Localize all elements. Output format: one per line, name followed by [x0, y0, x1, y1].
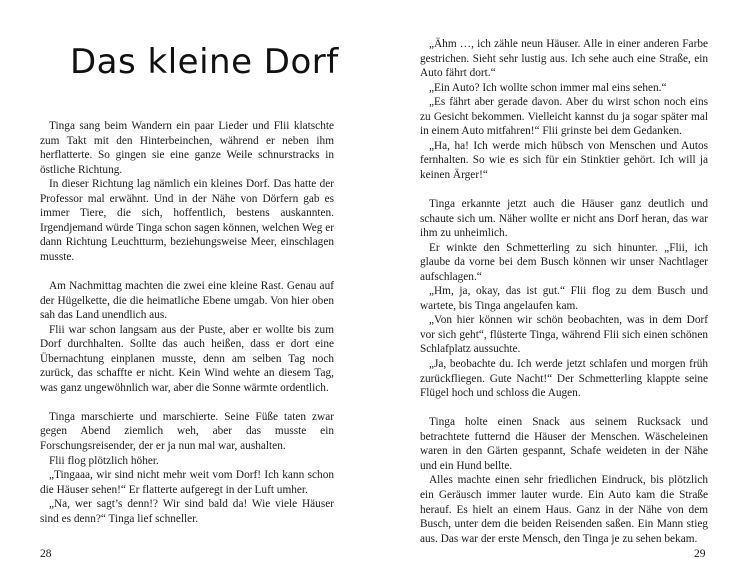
chapter-title: Das kleine Dorf	[70, 42, 339, 82]
paragraph: „Na, wer sagt’s denn!? Wir sind bald da! Wie viele Häuser sind es denn?“ Tinga lief schneller.	[40, 498, 334, 525]
paragraph: Am Nachmittag machten die zwei eine kleine Rast. Genau auf der Hügelkette, die die heimatliche Ebene umgab. Von hier oben sah das Land unendlich aus.	[40, 280, 334, 322]
paragraph: „Es fährt aber gerade davon. Aber du wirst schon noch eins zu Gesicht bekommen. Vielleicht kannst du ja sogar später mal in einem Auto mitfahren!“ Flii grinste bei dem Gedanken.	[420, 96, 708, 138]
paragraph: „Hm, ja, okay, das ist gut.“ Flii flog zu dem Busch und wartete, bis Tinga angelaufen kam.	[420, 285, 708, 312]
left-page-text	[40, 119, 334, 526]
paragraph: Er winkte den Schmetterling zu sich hinunter. „Flii, ich glaube da vorne bei dem Busch können wir unser Nachtlager aufschlagen.“	[420, 241, 708, 283]
paragraph: „Ja, beobachte du. Ich werde jetzt schlafen und morgen früh zurückfliegen. Gute Nacht!“ Der Schmetterling klappte seine Flügel hoch und schloss die Augen.	[420, 358, 708, 400]
right-page	[375, 0, 750, 583]
paragraph: „Tingaaa, wir sind nicht mehr weit vom Dorf! Ich kann schon die Häuser sehen!“ Er flatterte aufgeregt in der Luft umher.	[40, 469, 334, 496]
paragraph: „Ein Auto? Ich wollte schon immer mal eins sehen.“	[429, 81, 667, 94]
paragraph: „Ähm …, ich zähle neun Häuser. Alle in einer anderen Farbe gestrichen. Sieht sehr lustig aus. Ich sehe auch eine Straße, ein Auto fährt dort.“	[420, 38, 708, 80]
paragraph: In dieser Richtung lag nämlich ein kleines Dorf. Das hatte der Professor mal erwähnt. Und in der Nähe von Dörfern gab es immer Tiere, die sich, hoffentlich, bestens auskannten. Irgendjemand würde Tinga schon sagen können, welchen Weg er dann Richtung Leuchtturm, beziehungsweise Meer, einschlagen musste.	[40, 178, 334, 263]
paragraph: Flii flog plötzlich höher.	[49, 454, 159, 467]
paragraph: Tinga marschierte und marschierte. Seine Füße taten zwar gegen Abend ziemlich weh, aber das musste ein Forschungsreisender, der er ja nun mal war, aushalten.	[40, 410, 334, 453]
paragraph: Tinga sang beim Wandern ein paar Lieder und Flii klatschte zum Takt mit den Hinterbeinchen, während er neben ihm herflatterte. So gingen sie eine ganze Weile schnurstracks in östliche Richtung.	[40, 120, 334, 176]
paragraph: Tinga holte einen Snack aus seinem Rucksack und betrachtete futternd die Häuser der Menschen. Wäscheleinen waren in den Gärten gespannt, Schafe weideten in der Nähe und ein Hund bellte.	[420, 416, 708, 472]
right-page-text	[420, 37, 708, 546]
page-number: 29	[694, 548, 706, 560]
paragraph: Alles machte einen sehr friedlichen Eindruck, bis plötzlich ein Geräusch immer lauter wurde. Ein Auto kam die Straße herauf. Es hielt an einem Haus. Ganz in der Nähe von dem Busch, unter dem die beiden Reisenden saßen. Ein Mann stieg aus. Das war der erste Mensch, den Tinga je zu sehen bekam.	[420, 474, 708, 545]
paragraph: „Von hier können wir schön beobachten, was in dem Dorf vor sich geht“, flüsterte Tinga, während Flii sich einen schönen Schlafplatz aussuchte.	[420, 314, 708, 356]
paragraph: Tinga erkannte jetzt auch die Häuser ganz deutlich und schaute sich um. Näher wollte er nicht ans Dorf heran, das war ihm zu unheimlich.	[420, 198, 708, 240]
page-number: 28	[40, 548, 52, 560]
paragraph: „Ha, ha! Ich werde mich hübsch von Menschen und Autos fernhalten. So wie es sich für ein Stinktier gehört. Ich will ja keinen Ärger!“	[420, 139, 708, 181]
paragraph: Flii war schon langsam aus der Puste, aber er wollte bis zum Dorf durchhalten. Sollte das auch heißen, dass er dort eine Übernachtung einplanen musste, denn am selben Tag noch zurück, das schaffte er nicht. Kein Wind wehte an diesem Tag, was ganz ungewöhnlich war, aber die Sonne wärmte ordentlich.	[40, 323, 334, 394]
